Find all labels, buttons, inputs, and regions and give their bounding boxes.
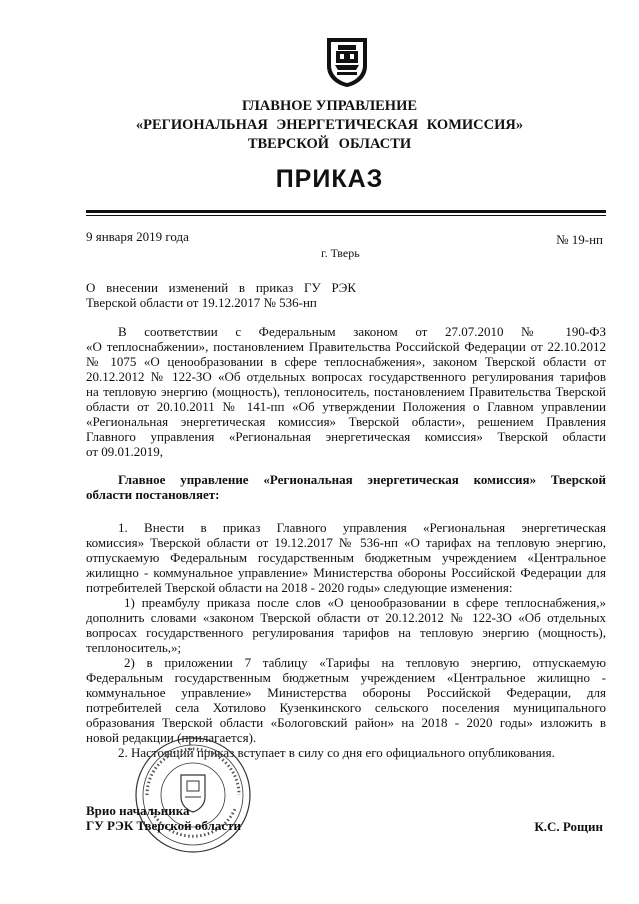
text-line: коммунальное управление» Министерства обороны Российской Федерации, для [86,685,606,700]
text-line: области постановляет: [86,487,220,502]
text-line: «О теплоснабжении», постановлением Правительства Российской Федерации от 22.10.2012 [86,339,606,354]
text-line: от 09.01.2019, [86,444,164,459]
text-line: вопросах государственного регулирования тарифов на тепловую энергию (мощность), [86,625,606,640]
text-line: отпускаемую Федеральным государственным бюджетным учреждением «Центральное [86,550,606,565]
preamble-paragraph [86,324,606,459]
text-line: теплоноситель,»; [86,640,182,655]
text-line: образования Тверской области «Бологовский район» на 2018 - 2020 годы» изложить в [86,715,606,730]
decree-items [86,520,606,760]
signatory-position [86,803,241,833]
text-line: «Региональная энергетическая комиссия» Тверской области», решением Правления [86,414,606,429]
org-name-line-3: ТВЕРСКОЙ ОБЛАСТИ [247,136,412,152]
text-line: комиссия» Тверской области от 19.12.2017 № 536-нп «О тарифах на тепловую энергию, [86,535,606,550]
coat-of-arms-icon [323,36,371,88]
text-line: дополнить словами «законом Тверской области от 20.12.2012 № 122-ЗО «Об отдельных [86,610,606,625]
document-city: г. Тверь [321,246,360,260]
header-divider-thin [86,215,606,216]
signatory-title-line: Врио начальника [86,803,190,818]
text-line: Главного управления «Региональная энергетическая комиссия» Тверской области [86,429,606,444]
text-line: потребителей села Хотилово Кузенкинского сельского поселения муниципального [86,700,606,715]
text-line: 1) преамбулу приказа после слов «О ценообразовании в сфере теплоснабжения,» [124,595,606,610]
document-subject [86,280,356,310]
official-seal-icon [133,735,253,855]
text-line: Федеральным государственным бюджетным учреждением «Центральное жилищно - [86,670,606,685]
signatory-name: К.С. Рощин [534,819,603,834]
text-line: 2) в приложении 7 таблицу «Тарифы на тепловую энергию, отпускаемую [124,655,606,670]
decree-statement [86,472,606,502]
org-name-line-2: «РЕГИОНАЛЬНАЯ ЭНЕРГЕТИЧЕСКАЯ КОМИССИЯ» [135,117,524,133]
document-type-title: ПРИКАЗ [275,165,384,193]
text-line: области от 20.10.2011 № 141-пп «Об утверждении Положения о Главном управлении [86,399,606,414]
subject-line: О внесении изменений в приказ ГУ РЭК [86,280,356,295]
document-date: 9 января 2019 года [86,229,189,244]
text-line: 2. Настоящий приказ вступает в силу со дня его официального опубликования. [118,745,555,760]
text-line: новой редакции (прилагается). [86,730,257,745]
text-line: № 1075 «О ценообразовании в сфере теплоснабжения», законом Тверской области от [86,354,606,369]
org-name-line-1: ГЛАВНОЕ УПРАВЛЕНИЕ [241,98,418,114]
text-line: жилищно - коммунальное управление» Министерства обороны Российской Федерации для [86,565,606,580]
text-line: 1. Внести в приказ Главного управления «Региональная энергетическая [118,520,606,535]
signatory-title-line: ГУ РЭК Тверской области [86,818,241,833]
subject-line: Тверской области от 19.12.2017 № 536-нп [86,295,317,310]
text-line: на тепловую энергию (мощность), теплоноситель, постановлением Правительства Тверской [86,384,606,399]
text-line: потребителей Тверской области на 2018 - 2020 годы» следующие изменения: [86,580,513,595]
text-line: В соответствии с Федеральным законом от 27.07.2010 № 190-ФЗ [118,324,606,339]
document-number: № 19-нп [556,232,603,247]
text-line: Главное управление «Региональная энергетическая комиссия» Тверской [118,472,606,487]
header-divider-thick [86,210,606,213]
text-line: 20.12.2012 № 122-ЗО «Об отдельных вопросах государственного регулирования тарифов [86,369,606,384]
